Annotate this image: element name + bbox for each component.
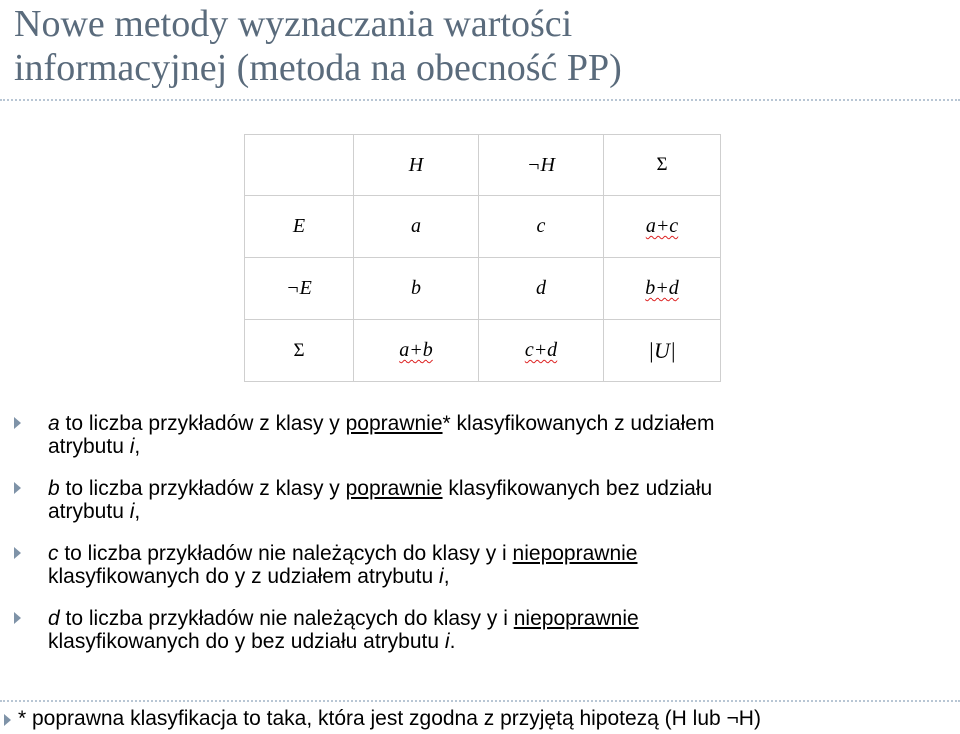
bullet-text: to liczba przykładów nie należących do klasy y i xyxy=(58,542,513,565)
bullet-text: atrybutu xyxy=(48,435,130,458)
cell-cardinality-u: |U| xyxy=(604,320,721,382)
bullet-arrow-icon xyxy=(14,482,21,494)
footnote xyxy=(0,706,960,734)
table-row xyxy=(245,258,721,320)
title-separator xyxy=(0,99,960,101)
table-corner-cell xyxy=(245,135,354,196)
cell-d: d xyxy=(479,258,604,320)
row-header-e: E xyxy=(245,196,354,258)
bullet-text: * klasyfikowanych z udziałem xyxy=(442,412,715,435)
bullet-text: , xyxy=(443,565,450,588)
bullet-text: atrybutu xyxy=(48,500,130,523)
attribute-var: i xyxy=(439,565,444,588)
underlined-term: poprawnie xyxy=(345,412,443,435)
variable-name: d xyxy=(48,607,60,630)
bullet-text: klasyfikowanych do y z udziałem atrybutu xyxy=(48,565,440,588)
variable-name: b xyxy=(48,477,60,500)
cell-c-plus-d: c+d xyxy=(524,339,558,361)
row-header-not-e: ¬E xyxy=(245,258,354,320)
cell-c: c xyxy=(479,196,604,258)
cell-a: a xyxy=(354,196,479,258)
list-item xyxy=(10,542,950,588)
list-item xyxy=(10,607,950,653)
bullet-text: klasyfikowanych bez udziału xyxy=(442,477,713,500)
definition-list xyxy=(10,412,950,672)
footnote-text: * poprawna klasyfikacja to taka, która jest zgodna z przyjętą hipotezą (H lub ¬H) xyxy=(18,707,761,730)
bullet-text: klasyfikowanych do y bez udziału atrybutu xyxy=(48,630,445,653)
variable-name: c xyxy=(48,542,59,565)
variable-name: a xyxy=(48,412,60,435)
underlined-term: niepoprawnie xyxy=(513,607,639,630)
slide-title xyxy=(14,2,944,90)
cell-a-plus-c: a+c xyxy=(645,215,679,237)
footnote-separator xyxy=(0,700,960,702)
slide-title-line1: Nowe metody wyznaczania wartości xyxy=(14,3,573,45)
bullet-text: . xyxy=(449,630,456,653)
underlined-term: poprawnie xyxy=(345,477,443,500)
contingency-table xyxy=(244,134,721,382)
bullet-arrow-icon xyxy=(14,612,21,624)
col-header-sum: Σ xyxy=(604,135,721,196)
bullet-arrow-icon xyxy=(14,547,21,559)
col-header-not-h: ¬H xyxy=(479,135,604,196)
bullet-text: , xyxy=(134,500,141,523)
bullet-text: , xyxy=(134,435,141,458)
bullet-arrow-icon xyxy=(4,714,11,726)
attribute-var: i xyxy=(129,500,135,523)
underlined-term: niepoprawnie xyxy=(512,542,638,565)
attribute-var: i xyxy=(444,630,450,653)
bullet-text: to liczba przykładów nie należących do klasy y i xyxy=(59,607,514,630)
table-row xyxy=(245,320,721,382)
bullet-text: to liczba przykładów z klasy y xyxy=(59,477,346,500)
list-item xyxy=(10,412,950,458)
slide-title-line2: informacyjnej (metoda na obecność PP) xyxy=(14,47,622,89)
cell-b-plus-d: b+d xyxy=(645,277,679,299)
cell-b: b xyxy=(354,258,479,320)
table-header-row xyxy=(245,135,721,196)
bullet-arrow-icon xyxy=(14,417,21,429)
attribute-var: i xyxy=(129,435,135,458)
bullet-text: to liczba przykładów z klasy y xyxy=(59,412,346,435)
list-item xyxy=(10,477,950,523)
cell-a-plus-b: a+b xyxy=(399,339,433,361)
row-header-sum: Σ xyxy=(245,320,354,382)
table-row xyxy=(245,196,721,258)
col-header-h: H xyxy=(354,135,479,196)
